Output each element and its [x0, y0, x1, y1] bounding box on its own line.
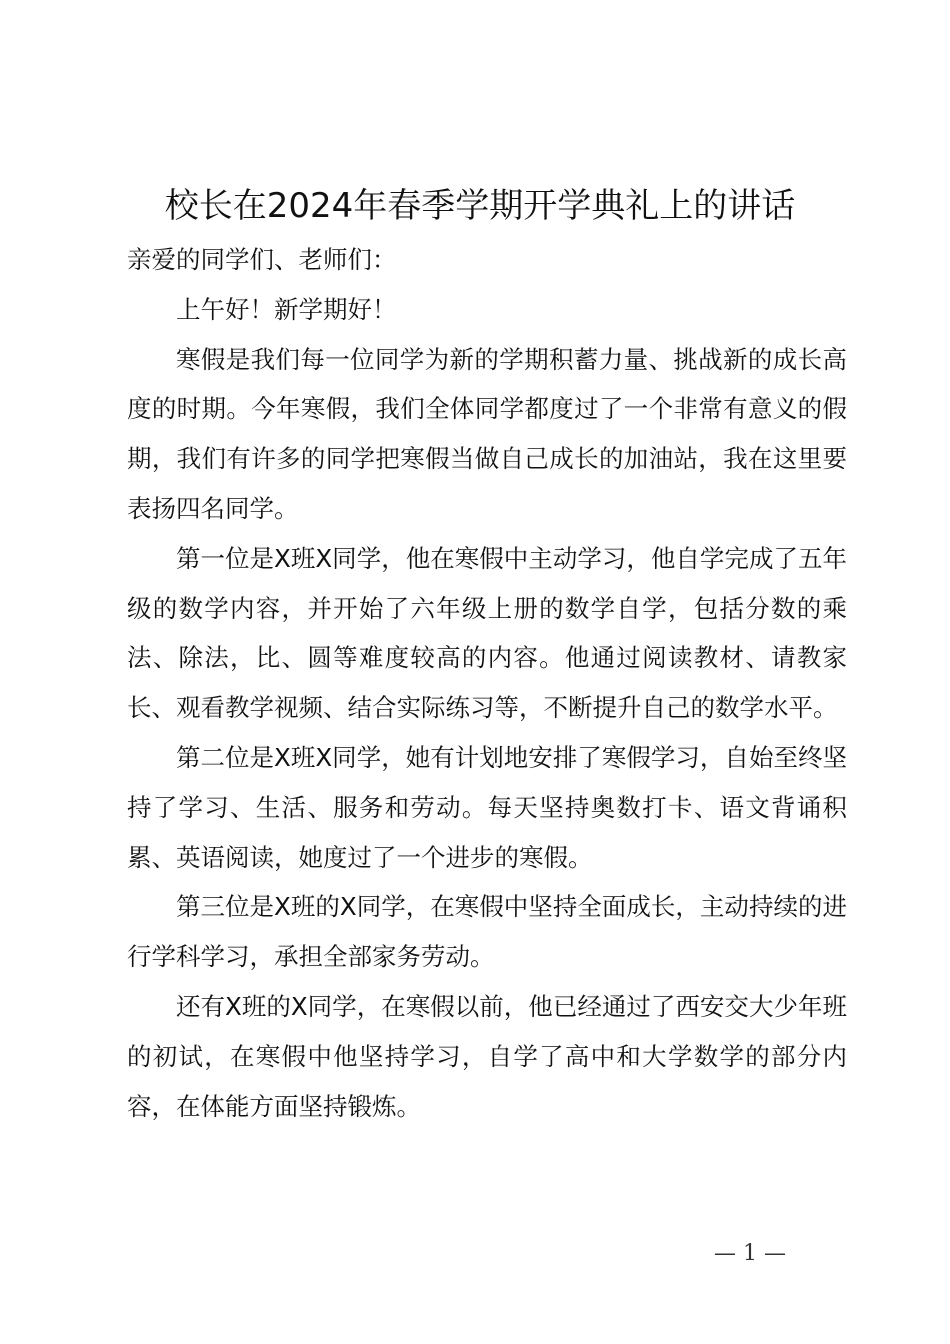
salutation: 亲爱的同学们、老师们：	[127, 245, 397, 274]
paragraph-fourth-student: 还有X班的X同学，在寒假以前，他已经通过了西安交大少年班的初试，在寒假中他坚持学习，自学了高中和大学数学的部分内容，在体能方面坚持锻炼。	[127, 991, 847, 1121]
page-number: — 1 —	[714, 1241, 786, 1266]
document-title: 校长在2024年春季学期开学典礼上的讲话	[164, 186, 796, 226]
paragraph-third-student: 第三位是X班的X同学，在寒假中坚持全面成长，主动持续的进行学科学习，承担全部家务劳动。	[127, 892, 847, 972]
paragraph-intro: 寒假是我们每一位同学为新的学期积蓄力量、挑战新的成长高度的时期。今年寒假，我们全体同学都度过了一个非常有意义的假期，我们有许多的同学把寒假当做自己成长的加油站，我在这里要表扬四名同学。	[127, 344, 847, 523]
document-body	[127, 235, 847, 1131]
paragraph-greeting: 上午好！新学期好！	[176, 294, 397, 324]
paragraph-first-student: 第一位是X班X同学，他在寒假中主动学习，他自学完成了五年级的数学内容，并开始了六年级上册的数学自学，包括分数的乘法、除法，比、圆等难度较高的内容。他通过阅读教材、请教家长、观看教学视频、结合实际练习等，不断提升自己的数学水平。	[127, 543, 847, 723]
paragraph-second-student: 第二位是X班X同学，她有计划地安排了寒假学习，自始至终坚持了学习、生活、服务和劳动。每天坚持奥数打卡、语文背诵积累、英语阅读，她度过了一个进步的寒假。	[127, 742, 847, 872]
